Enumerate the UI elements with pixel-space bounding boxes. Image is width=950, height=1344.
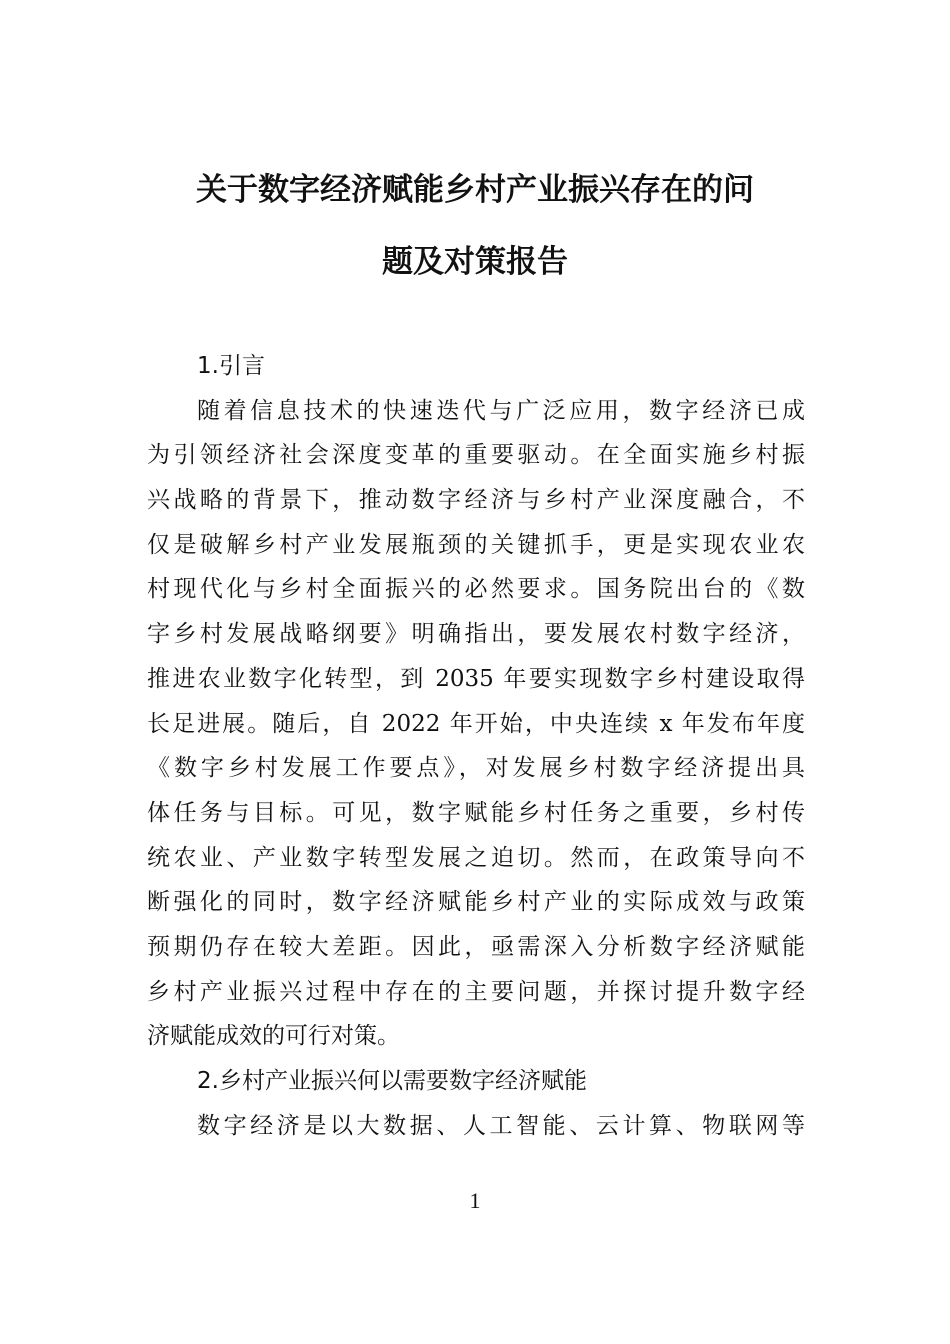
text-line: 济赋能成效的可行对策。 xyxy=(147,1023,400,1050)
section-heading-1: 1.引言 xyxy=(197,353,265,379)
document-title xyxy=(140,154,810,298)
text-line: 兴战略的背景下，推动数字经济与乡村产业深度融合，不 xyxy=(147,487,805,514)
text-line: 长足进展。随后，自 2022 年开始，中央连续 x 年发布年度 xyxy=(147,710,805,737)
text-line: 预期仍存在较大差距。因此，亟需深入分析数字经济赋能 xyxy=(147,933,805,960)
section-2-paragraph xyxy=(147,1104,805,1149)
text-line: 统农业、产业数字转型发展之迫切。然而，在政策导向不 xyxy=(147,844,805,871)
section-1-paragraph xyxy=(147,389,805,1059)
page-number: 1 xyxy=(469,1188,481,1213)
text-line: 随着信息技术的快速迭代与广泛应用，数字经济已成 xyxy=(197,397,805,424)
title-line-1: 关于数字经济赋能乡村产业振兴存在的问 xyxy=(196,172,754,208)
text-line: 断强化的同时，数字经济赋能乡村产业的实际成效与政策 xyxy=(147,889,805,916)
text-line: 村现代化与乡村全面振兴的必然要求。国务院出台的《数 xyxy=(147,576,805,603)
text-line: 体任务与目标。可见，数字赋能乡村任务之重要，乡村传 xyxy=(147,799,805,826)
title-line-2: 题及对策报告 xyxy=(382,244,568,280)
text-line: 仅是破解乡村产业发展瓶颈的关键抓手，更是实现农业农 xyxy=(147,531,805,558)
text-line: 《数字乡村发展工作要点》，对发展乡村数字经济提出具 xyxy=(147,755,805,782)
text-line: 乡村产业振兴过程中存在的主要问题，并探讨提升数字经 xyxy=(147,978,805,1005)
text-line: 为引领经济社会深度变革的重要驱动。在全面实施乡村振 xyxy=(147,442,805,469)
text-line: 字乡村发展战略纲要》明确指出，要发展农村数字经济， xyxy=(147,621,805,648)
text-line: 数字经济是以大数据、人工智能、云计算、物联网等 xyxy=(197,1112,805,1139)
section-heading-2: 2.乡村产业振兴何以需要数字经济赋能 xyxy=(197,1068,587,1094)
text-line: 推进农业数字化转型，到 2035 年要实现数字乡村建设取得 xyxy=(147,665,805,692)
document-body xyxy=(147,344,805,1148)
